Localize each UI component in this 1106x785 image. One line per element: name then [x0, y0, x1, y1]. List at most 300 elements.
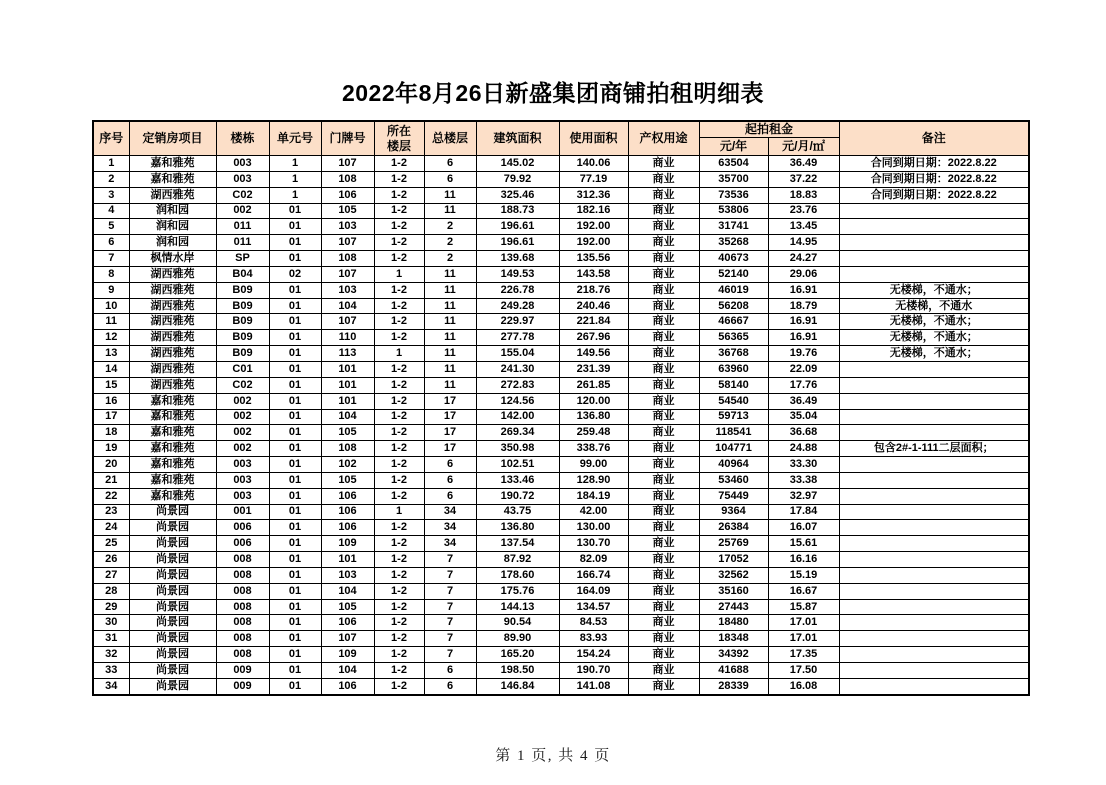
table-header: [93, 121, 1029, 156]
table-row: [93, 346, 1029, 362]
table-row: [93, 615, 1029, 631]
cell-project: 嘉和雅苑: [129, 393, 216, 409]
cell-seq: 32: [93, 647, 129, 663]
table-row: [93, 488, 1029, 504]
cell-usable-area: 338.76: [559, 441, 628, 457]
cell-project: 尚景园: [129, 520, 216, 536]
cell-rent-month-sqm: 24.88: [768, 441, 839, 457]
cell-seq: 7: [93, 251, 129, 267]
table-row: [93, 567, 1029, 583]
cell-project: 嘉和雅苑: [129, 409, 216, 425]
cell-usable-area: 130.70: [559, 536, 628, 552]
cell-door: 108: [321, 171, 374, 187]
cell-remark: 无楼梯，不通水；: [839, 346, 1029, 362]
cell-built-area: 144.13: [476, 599, 559, 615]
table-row: [93, 457, 1029, 473]
cell-built-area: 124.56: [476, 393, 559, 409]
cell-rent-month-sqm: 15.61: [768, 536, 839, 552]
cell-total-floors: 11: [424, 282, 476, 298]
cell-built-area: 226.78: [476, 282, 559, 298]
cell-remark: [839, 631, 1029, 647]
cell-floor: 1-2: [374, 647, 424, 663]
cell-rent-month-sqm: 17.84: [768, 504, 839, 520]
cell-rent-year: 36768: [699, 346, 768, 362]
cell-usable-area: 83.93: [559, 631, 628, 647]
cell-total-floors: 2: [424, 235, 476, 251]
cell-seq: 25: [93, 536, 129, 552]
cell-rent-month-sqm: 33.38: [768, 472, 839, 488]
cell-built-area: 272.83: [476, 377, 559, 393]
cell-seq: 23: [93, 504, 129, 520]
cell-remark: [839, 615, 1029, 631]
cell-built-area: 196.61: [476, 219, 559, 235]
cell-door: 107: [321, 314, 374, 330]
cell-seq: 33: [93, 663, 129, 679]
cell-remark: [839, 409, 1029, 425]
cell-usable-area: 267.96: [559, 330, 628, 346]
cell-total-floors: 6: [424, 488, 476, 504]
cell-usable-area: 221.84: [559, 314, 628, 330]
cell-project: 嘉和雅苑: [129, 441, 216, 457]
cell-usable-area: 192.00: [559, 235, 628, 251]
table-row: [93, 393, 1029, 409]
cell-remark: [839, 457, 1029, 473]
cell-remark: 合同到期日期：2022.8.22: [839, 171, 1029, 187]
cell-usage: 商业: [628, 266, 699, 282]
cell-usable-area: 84.53: [559, 615, 628, 631]
cell-unit: 01: [269, 615, 321, 631]
cell-total-floors: 11: [424, 314, 476, 330]
cell-built-area: 145.02: [476, 156, 559, 172]
cell-rent-year: 27443: [699, 599, 768, 615]
cell-remark: [839, 219, 1029, 235]
cell-seq: 9: [93, 282, 129, 298]
cell-building: 008: [216, 567, 269, 583]
cell-rent-month-sqm: 18.83: [768, 187, 839, 203]
cell-rent-month-sqm: 14.95: [768, 235, 839, 251]
cell-usage: 商业: [628, 472, 699, 488]
cell-usable-area: 120.00: [559, 393, 628, 409]
cell-building: B09: [216, 282, 269, 298]
cell-built-area: 43.75: [476, 504, 559, 520]
cell-total-floors: 34: [424, 504, 476, 520]
cell-unit: 01: [269, 567, 321, 583]
cell-door: 108: [321, 251, 374, 267]
cell-door: 106: [321, 504, 374, 520]
cell-project: 尚景园: [129, 583, 216, 599]
table-row: [93, 219, 1029, 235]
cell-total-floors: 11: [424, 377, 476, 393]
cell-rent-year: 63960: [699, 361, 768, 377]
cell-project: 润和园: [129, 219, 216, 235]
cell-remark: [839, 472, 1029, 488]
table-row: [93, 377, 1029, 393]
cell-usage: 商业: [628, 235, 699, 251]
cell-usage: 商业: [628, 393, 699, 409]
cell-remark: 无楼梯，不通水；: [839, 282, 1029, 298]
table-row: [93, 187, 1029, 203]
cell-built-area: 102.51: [476, 457, 559, 473]
cell-total-floors: 6: [424, 678, 476, 694]
cell-unit: 01: [269, 631, 321, 647]
cell-unit: 1: [269, 187, 321, 203]
cell-door: 104: [321, 583, 374, 599]
cell-rent-month-sqm: 16.91: [768, 314, 839, 330]
cell-rent-month-sqm: 32.97: [768, 488, 839, 504]
cell-usable-area: 135.56: [559, 251, 628, 267]
cell-remark: 合同到期日期：2022.8.22: [839, 187, 1029, 203]
cell-floor: 1-2: [374, 219, 424, 235]
cell-unit: 01: [269, 536, 321, 552]
cell-door: 105: [321, 472, 374, 488]
cell-project: 润和园: [129, 203, 216, 219]
cell-floor: 1-2: [374, 393, 424, 409]
cell-remark: [839, 377, 1029, 393]
cell-floor: 1-2: [374, 552, 424, 568]
cell-built-area: 229.97: [476, 314, 559, 330]
cell-built-area: 133.46: [476, 472, 559, 488]
cell-project: 尚景园: [129, 647, 216, 663]
cell-floor: 1-2: [374, 488, 424, 504]
cell-built-area: 87.92: [476, 552, 559, 568]
cell-seq: 3: [93, 187, 129, 203]
cell-rent-year: 32562: [699, 567, 768, 583]
cell-usage: 商业: [628, 647, 699, 663]
cell-usage: 商业: [628, 171, 699, 187]
cell-seq: 24: [93, 520, 129, 536]
cell-rent-month-sqm: 18.79: [768, 298, 839, 314]
table-row: [93, 266, 1029, 282]
cell-seq: 10: [93, 298, 129, 314]
table-row: [93, 583, 1029, 599]
cell-floor: 1-2: [374, 663, 424, 679]
cell-unit: 01: [269, 488, 321, 504]
cell-building: 003: [216, 156, 269, 172]
table-row: [93, 330, 1029, 346]
cell-rent-month-sqm: 33.30: [768, 457, 839, 473]
cell-project: 湖西雅苑: [129, 314, 216, 330]
cell-usage: 商业: [628, 425, 699, 441]
cell-total-floors: 2: [424, 251, 476, 267]
table-row: [93, 441, 1029, 457]
cell-total-floors: 6: [424, 457, 476, 473]
table-row: [93, 425, 1029, 441]
cell-rent-year: 40964: [699, 457, 768, 473]
cell-building: SP: [216, 251, 269, 267]
cell-floor: 1-2: [374, 631, 424, 647]
cell-total-floors: 11: [424, 330, 476, 346]
cell-floor: 1: [374, 504, 424, 520]
cell-project: 尚景园: [129, 678, 216, 694]
cell-project: 湖西雅苑: [129, 298, 216, 314]
cell-total-floors: 2: [424, 219, 476, 235]
cell-rent-year: 53806: [699, 203, 768, 219]
cell-building: B09: [216, 314, 269, 330]
cell-rent-year: 18348: [699, 631, 768, 647]
cell-building: 003: [216, 488, 269, 504]
cell-total-floors: 11: [424, 346, 476, 362]
cell-usable-area: 77.19: [559, 171, 628, 187]
cell-rent-year: 28339: [699, 678, 768, 694]
cell-usable-area: 192.00: [559, 219, 628, 235]
table-row: [93, 203, 1029, 219]
cell-rent-year: 56365: [699, 330, 768, 346]
cell-usage: 商业: [628, 457, 699, 473]
cell-rent-month-sqm: 17.01: [768, 615, 839, 631]
cell-remark: [839, 552, 1029, 568]
cell-project: 尚景园: [129, 536, 216, 552]
cell-rent-month-sqm: 16.67: [768, 583, 839, 599]
cell-remark: [839, 599, 1029, 615]
cell-rent-month-sqm: 29.06: [768, 266, 839, 282]
cell-door: 109: [321, 536, 374, 552]
cell-rent-month-sqm: 36.68: [768, 425, 839, 441]
cell-project: 湖西雅苑: [129, 330, 216, 346]
table-row: [93, 282, 1029, 298]
cell-remark: [839, 647, 1029, 663]
cell-remark: [839, 678, 1029, 694]
cell-rent-month-sqm: 22.09: [768, 361, 839, 377]
cell-project: 湖西雅苑: [129, 266, 216, 282]
cell-remark: [839, 266, 1029, 282]
cell-usage: 商业: [628, 520, 699, 536]
cell-door: 101: [321, 552, 374, 568]
cell-usable-area: 82.09: [559, 552, 628, 568]
cell-seq: 34: [93, 678, 129, 694]
cell-built-area: 90.54: [476, 615, 559, 631]
cell-unit: 01: [269, 361, 321, 377]
cell-floor: 1-2: [374, 583, 424, 599]
cell-total-floors: 11: [424, 203, 476, 219]
cell-rent-year: 52140: [699, 266, 768, 282]
col-header-total-floors: 总楼层: [424, 121, 476, 156]
cell-usage: 商业: [628, 583, 699, 599]
cell-seq: 5: [93, 219, 129, 235]
cell-rent-month-sqm: 23.76: [768, 203, 839, 219]
cell-project: 尚景园: [129, 663, 216, 679]
cell-seq: 27: [93, 567, 129, 583]
cell-built-area: 249.28: [476, 298, 559, 314]
cell-building: 003: [216, 472, 269, 488]
cell-floor: 1-2: [374, 171, 424, 187]
cell-building: 011: [216, 235, 269, 251]
col-header-rent-month-sqm: 元/月/㎡: [768, 138, 839, 156]
cell-project: 尚景园: [129, 567, 216, 583]
cell-built-area: 79.92: [476, 171, 559, 187]
cell-built-area: 146.84: [476, 678, 559, 694]
cell-usable-area: 166.74: [559, 567, 628, 583]
cell-remark: [839, 361, 1029, 377]
cell-project: 嘉和雅苑: [129, 425, 216, 441]
cell-building: 011: [216, 219, 269, 235]
table-row: [93, 631, 1029, 647]
cell-usable-area: 141.08: [559, 678, 628, 694]
cell-total-floors: 7: [424, 615, 476, 631]
cell-seq: 13: [93, 346, 129, 362]
cell-door: 103: [321, 219, 374, 235]
cell-project: 尚景园: [129, 615, 216, 631]
cell-building: 003: [216, 457, 269, 473]
cell-project: 尚景园: [129, 599, 216, 615]
cell-rent-year: 26384: [699, 520, 768, 536]
cell-seq: 15: [93, 377, 129, 393]
cell-usage: 商业: [628, 377, 699, 393]
cell-total-floors: 11: [424, 361, 476, 377]
cell-usable-area: 240.46: [559, 298, 628, 314]
cell-building: 006: [216, 536, 269, 552]
cell-building: 003: [216, 171, 269, 187]
cell-door: 107: [321, 631, 374, 647]
cell-rent-month-sqm: 15.19: [768, 567, 839, 583]
cell-seq: 19: [93, 441, 129, 457]
cell-usage: 商业: [628, 504, 699, 520]
cell-door: 107: [321, 266, 374, 282]
cell-project: 湖西雅苑: [129, 346, 216, 362]
col-header-rent-year: 元/年: [699, 138, 768, 156]
cell-floor: 1-2: [374, 330, 424, 346]
cell-seq: 11: [93, 314, 129, 330]
cell-unit: 01: [269, 599, 321, 615]
cell-remark: [839, 663, 1029, 679]
cell-door: 110: [321, 330, 374, 346]
cell-built-area: 137.54: [476, 536, 559, 552]
cell-rent-year: 34392: [699, 647, 768, 663]
cell-floor: 1-2: [374, 361, 424, 377]
cell-project: 湖西雅苑: [129, 361, 216, 377]
col-header-door: 门牌号: [321, 121, 374, 156]
cell-rent-month-sqm: 35.04: [768, 409, 839, 425]
table-row: [93, 235, 1029, 251]
cell-total-floors: 6: [424, 171, 476, 187]
cell-rent-year: 41688: [699, 663, 768, 679]
cell-total-floors: 34: [424, 520, 476, 536]
cell-door: 101: [321, 361, 374, 377]
cell-built-area: 165.20: [476, 647, 559, 663]
cell-floor: 1-2: [374, 314, 424, 330]
cell-usable-area: 182.16: [559, 203, 628, 219]
cell-total-floors: 6: [424, 663, 476, 679]
cell-total-floors: 7: [424, 552, 476, 568]
cell-usable-area: 130.00: [559, 520, 628, 536]
cell-rent-month-sqm: 16.07: [768, 520, 839, 536]
cell-remark: [839, 536, 1029, 552]
cell-rent-month-sqm: 36.49: [768, 393, 839, 409]
cell-rent-year: 25769: [699, 536, 768, 552]
cell-unit: 01: [269, 678, 321, 694]
table-row: [93, 678, 1029, 694]
cell-floor: 1-2: [374, 567, 424, 583]
cell-door: 106: [321, 520, 374, 536]
cell-door: 113: [321, 346, 374, 362]
col-header-project: 定销房项目: [129, 121, 216, 156]
cell-rent-month-sqm: 24.27: [768, 251, 839, 267]
cell-seq: 17: [93, 409, 129, 425]
cell-seq: 1: [93, 156, 129, 172]
cell-remark: [839, 425, 1029, 441]
table-body: [93, 156, 1029, 695]
cell-rent-year: 40673: [699, 251, 768, 267]
cell-usable-area: 231.39: [559, 361, 628, 377]
cell-rent-month-sqm: 37.22: [768, 171, 839, 187]
cell-built-area: 190.72: [476, 488, 559, 504]
cell-usage: 商业: [628, 314, 699, 330]
cell-remark: 无楼梯，不通水；: [839, 314, 1029, 330]
cell-usable-area: 259.48: [559, 425, 628, 441]
cell-unit: 1: [269, 156, 321, 172]
cell-floor: 1-2: [374, 377, 424, 393]
col-header-seq: 序号: [93, 121, 129, 156]
cell-usage: 商业: [628, 663, 699, 679]
cell-floor: 1-2: [374, 203, 424, 219]
cell-unit: 01: [269, 314, 321, 330]
cell-usable-area: 154.24: [559, 647, 628, 663]
cell-building: 008: [216, 631, 269, 647]
cell-building: 008: [216, 552, 269, 568]
cell-rent-year: 35700: [699, 171, 768, 187]
cell-unit: 01: [269, 441, 321, 457]
cell-usage: 商业: [628, 251, 699, 267]
cell-built-area: 277.78: [476, 330, 559, 346]
cell-total-floors: 17: [424, 409, 476, 425]
cell-rent-month-sqm: 17.35: [768, 647, 839, 663]
cell-floor: 1-2: [374, 678, 424, 694]
cell-remark: [839, 235, 1029, 251]
cell-rent-month-sqm: 16.08: [768, 678, 839, 694]
cell-unit: 01: [269, 425, 321, 441]
cell-usable-area: 134.57: [559, 599, 628, 615]
cell-building: B09: [216, 346, 269, 362]
cell-total-floors: 7: [424, 567, 476, 583]
cell-floor: 1-2: [374, 235, 424, 251]
col-header-remark: 备注: [839, 121, 1029, 156]
cell-built-area: 269.34: [476, 425, 559, 441]
cell-door: 107: [321, 156, 374, 172]
cell-seq: 29: [93, 599, 129, 615]
cell-total-floors: 7: [424, 631, 476, 647]
cell-building: B09: [216, 330, 269, 346]
cell-rent-year: 46019: [699, 282, 768, 298]
cell-remark: 无楼梯，不通水: [839, 298, 1029, 314]
cell-project: 枫情水岸: [129, 251, 216, 267]
cell-unit: 01: [269, 520, 321, 536]
cell-total-floors: 17: [424, 393, 476, 409]
cell-usable-area: 99.00: [559, 457, 628, 473]
cell-rent-year: 58140: [699, 377, 768, 393]
cell-rent-year: 63504: [699, 156, 768, 172]
cell-floor: 1-2: [374, 599, 424, 615]
cell-usage: 商业: [628, 346, 699, 362]
cell-built-area: 188.73: [476, 203, 559, 219]
cell-unit: 01: [269, 219, 321, 235]
cell-total-floors: 7: [424, 583, 476, 599]
table-row: [93, 599, 1029, 615]
cell-door: 101: [321, 377, 374, 393]
cell-remark: [839, 393, 1029, 409]
cell-usable-area: 218.76: [559, 282, 628, 298]
cell-rent-month-sqm: 17.01: [768, 631, 839, 647]
cell-seq: 12: [93, 330, 129, 346]
cell-usable-area: 164.09: [559, 583, 628, 599]
cell-unit: 01: [269, 472, 321, 488]
cell-total-floors: 6: [424, 156, 476, 172]
cell-seq: 4: [93, 203, 129, 219]
table-row: [93, 536, 1029, 552]
cell-seq: 31: [93, 631, 129, 647]
cell-rent-year: 54540: [699, 393, 768, 409]
cell-rent-year: 35160: [699, 583, 768, 599]
cell-door: 106: [321, 678, 374, 694]
cell-rent-year: 118541: [699, 425, 768, 441]
